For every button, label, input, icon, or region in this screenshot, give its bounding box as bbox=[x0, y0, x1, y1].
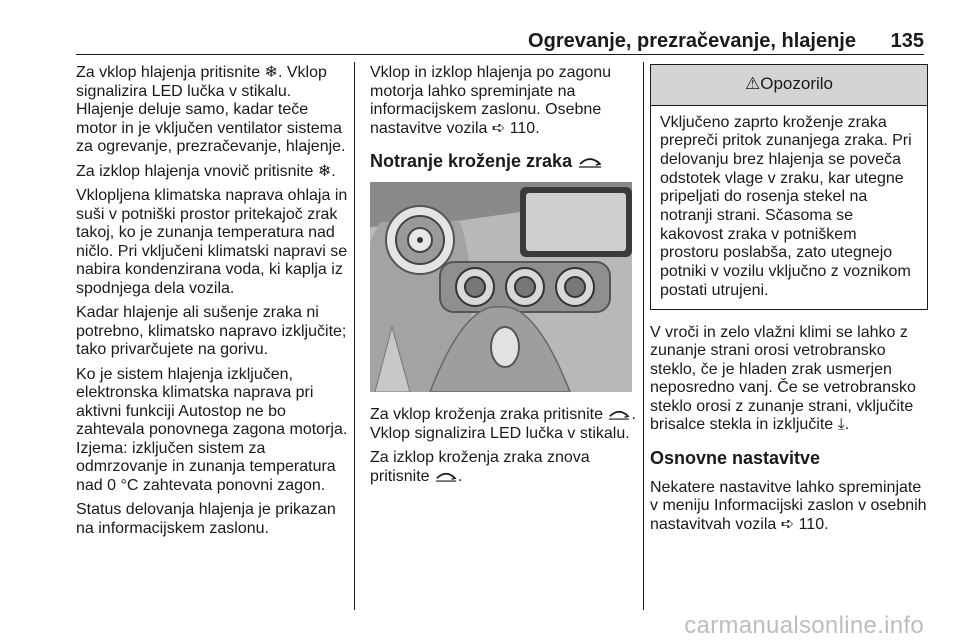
paragraph: Status delovanja hlajenja je prikazan na informacijskem zaslonu. bbox=[76, 501, 336, 537]
paragraph: Vklopljena klimatska naprava ohlaja in suši v potniški prostor pritekajoč zrak takoj, ko je zunanja temperatura nad ničlo. Pri vključeni klimatski napravi se nabira kondenzirana voda, ki kaplja iz spodnjega dela vozila. bbox=[76, 187, 348, 297]
paragraph: Za vklop kroženja zraka pritisnite . Vklop signalizira LED lučka v stikalu. bbox=[370, 406, 636, 442]
column-divider-2 bbox=[643, 62, 644, 610]
paragraph: Za izklop hlajenja vnovič pritisnite ❄. bbox=[76, 162, 336, 180]
paragraph: Kadar hlajenje ali sušenje zraka ni potrebno, klimatsko napravo izključite; tako privarčujete na gorivu. bbox=[76, 304, 347, 358]
paragraph: Za izklop kroženja zraka znova pritisnite . bbox=[370, 449, 590, 485]
section-heading: Osnovne nastavitve bbox=[650, 447, 821, 468]
recirculation-icon bbox=[577, 156, 603, 168]
car-console-photo bbox=[370, 182, 632, 392]
page-number: 135 bbox=[890, 30, 924, 52]
warning-box bbox=[650, 64, 928, 310]
warning-icon: ⚠ bbox=[744, 74, 761, 93]
column-3 bbox=[650, 64, 928, 540]
warning-header bbox=[651, 65, 927, 106]
paragraph: Vklop in izklop hlajenja po zagonu motorja lahko spreminjate na informacijskem zaslonu. Osebne nastavitve vozila ➪ 110. bbox=[370, 64, 612, 137]
warning-text: Vključeno zaprto kroženje zraka prepreči pritok zunanjega zraka. Pri delovanju brez hlajenja se poveča odstotek vlage v zraku, kar utegne pripeljati do rosenja stekel na notranji strani. Sčasoma se kakovost zraka v potniškem prostoru poslabša, zato utegnejo potniki v vozilu vključno z voznikom postati utrujeni. bbox=[660, 113, 912, 299]
column-2 bbox=[370, 64, 636, 492]
page-title: Ogrevanje, prezračevanje, hlajenje bbox=[528, 30, 856, 52]
recirculation-icon bbox=[434, 471, 458, 482]
warning-title: Opozorilo bbox=[760, 74, 833, 93]
section-heading bbox=[370, 150, 636, 172]
header-rule bbox=[76, 54, 924, 55]
column-divider-1 bbox=[354, 62, 355, 610]
paragraph: V vroči in zelo vlažni klimi se lahko z zunanje strani orosi vetrobransko steklo, če je hladen zrak usmerjen neposredno vanj. Če se vetrobransko steklo orosi z zunanje strani, vključite brisalce stekla in izključite ⤓. bbox=[650, 323, 916, 434]
watermark: carmanualsonline.info bbox=[684, 612, 924, 639]
paragraph: Ko je sistem hlajenja izključen, elektronska klimatska naprava pri aktivni funkciji Autostop ne bo zahtevala ponovnega zagona motorja. Izjema: izključen sistem za odmrzovanje in zunanja temperatura nad 0 °C zahtevata ponovni zagon. bbox=[76, 365, 348, 494]
column-1 bbox=[76, 64, 348, 544]
paragraph: Za vklop hlajenja pritisnite ❄. Vklop signalizira LED lučka v stikalu. Hlajenje deluje samo, kadar teče motor in je vključen ventilator sistema za ogrevanje, prezračevanje, hlajenje. bbox=[76, 64, 346, 155]
heading-text: Notranje kroženje zraka bbox=[370, 151, 573, 171]
paragraph: Nekatere nastavitve lahko spreminjate v meniju Informacijski zaslon v osebnih nastavitvah vozila ➪ 110. bbox=[650, 478, 927, 533]
recirculation-icon bbox=[607, 409, 631, 420]
